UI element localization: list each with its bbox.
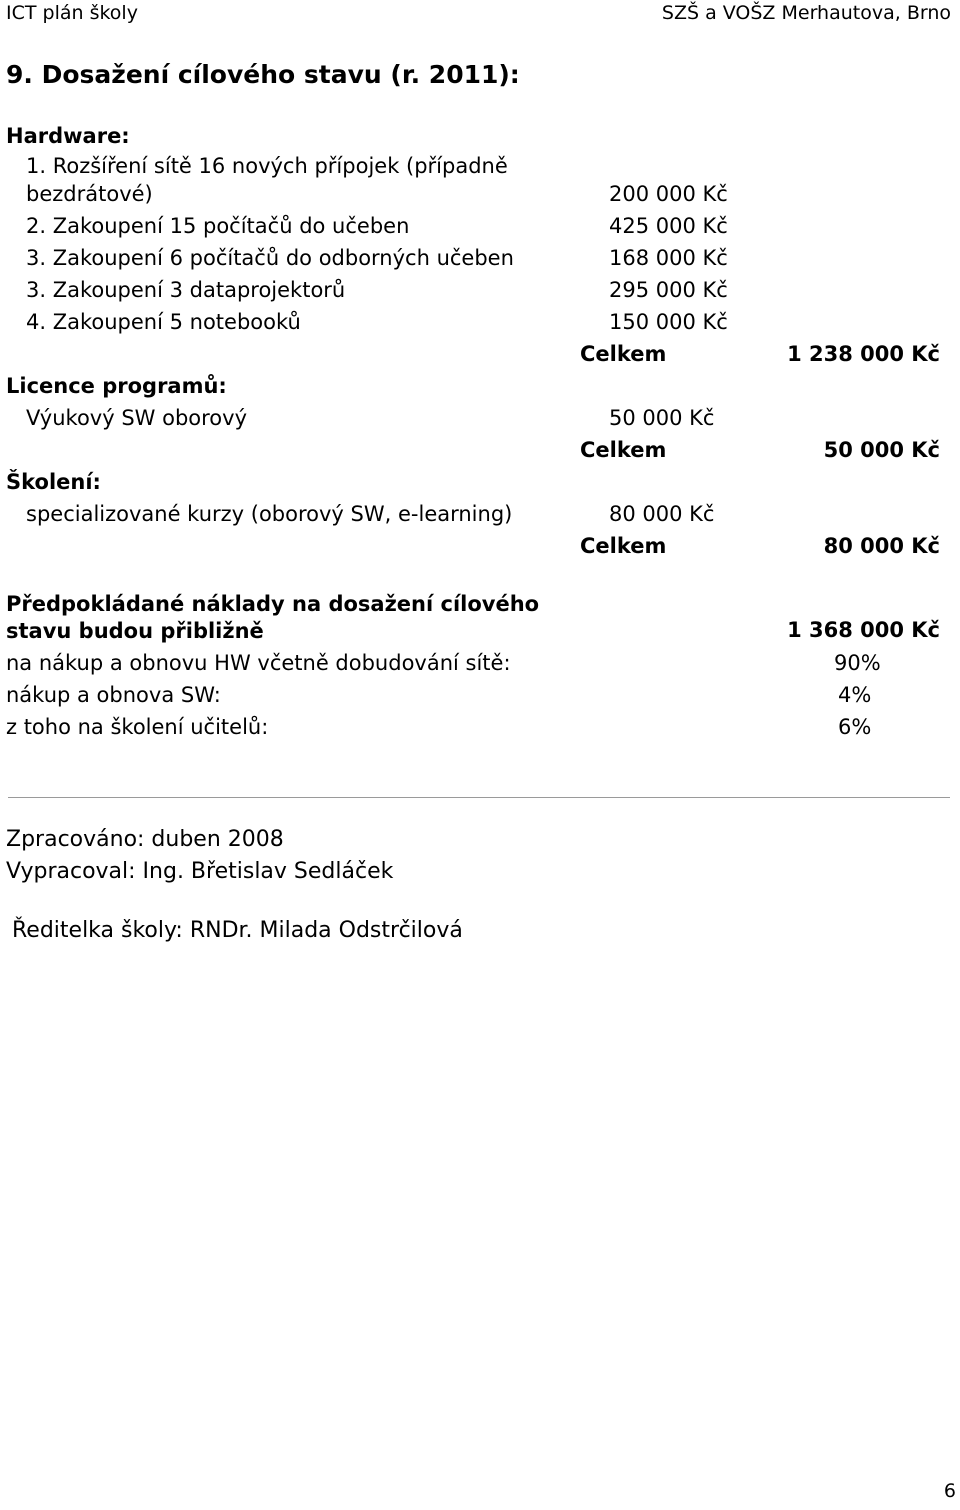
training-total-value: 80 000 Kč [823,534,940,558]
summary-heading-line2: stavu budou přibližně [6,619,264,643]
horizontal-divider [8,797,950,798]
prepared-date: Zpracováno: duben 2008 [6,827,284,852]
page-title: 9. Dosažení cílového stavu (r. 2011): [6,60,520,89]
licence-total-label: Celkem [580,438,667,462]
hardware-item-label: 4. Zakoupení 5 notebooků [26,310,301,334]
hardware-item-label: 2. Zakoupení 15 počítačů do učeben [26,214,410,238]
training-item-amount: 80 000 Kč [609,502,715,526]
hardware-item-amount: 425 000 Kč [609,214,728,238]
summary-row-label: nákup a obnova SW: [6,683,221,707]
header-left: ICT plán školy [6,2,138,24]
licence-item-label: Výukový SW oborový [26,406,248,430]
summary-row-value: 6% [838,715,872,739]
hardware-item-amount: 168 000 Kč [609,246,728,270]
director-line: Ředitelka školy: RNDr. Milada Odstrčilová [12,918,463,943]
training-item-label: specializované kurzy (oborový SW, e-learning) [26,502,513,526]
page-number: 6 [943,1480,956,1502]
summary-row-label: z toho na školení učitelů: [6,715,269,739]
hardware-item-amount: 150 000 Kč [609,310,728,334]
training-total-label: Celkem [580,534,667,558]
hardware-item-amount: 295 000 Kč [609,278,728,302]
section-heading-training: Školení: [6,470,101,494]
hardware-item-label-continuation: bezdrátové) [26,182,153,206]
hardware-item-label: 3. Zakoupení 6 počítačů do odborných učeben [26,246,514,270]
section-heading-hardware: Hardware: [6,124,130,148]
summary-heading-line1: Předpokládané náklady na dosažení cílového [6,592,540,616]
section-heading-licence: Licence programů: [6,374,227,398]
summary-row-value: 4% [838,683,872,707]
hardware-item-label: 1. Rozšíření sítě 16 nových přípojek (případně [26,154,508,178]
licence-item-amount: 50 000 Kč [609,406,715,430]
author-line: Vypracoval: Ing. Břetislav Sedláček [6,859,394,884]
header-right: SZŠ a VOŠZ Merhautova, Brno [661,2,951,24]
licence-total-value: 50 000 Kč [823,438,940,462]
hardware-item-label: 3. Zakoupení 3 dataprojektorů [26,278,346,302]
summary-total-value: 1 368 000 Kč [787,618,940,642]
hardware-total-label: Celkem [580,342,667,366]
hardware-total-value: 1 238 000 Kč [787,342,940,366]
summary-row-label: na nákup a obnovu HW včetně dobudování sítě: [6,651,511,675]
summary-row-value: 90% [834,651,881,675]
hardware-item-amount: 200 000 Kč [609,182,728,206]
